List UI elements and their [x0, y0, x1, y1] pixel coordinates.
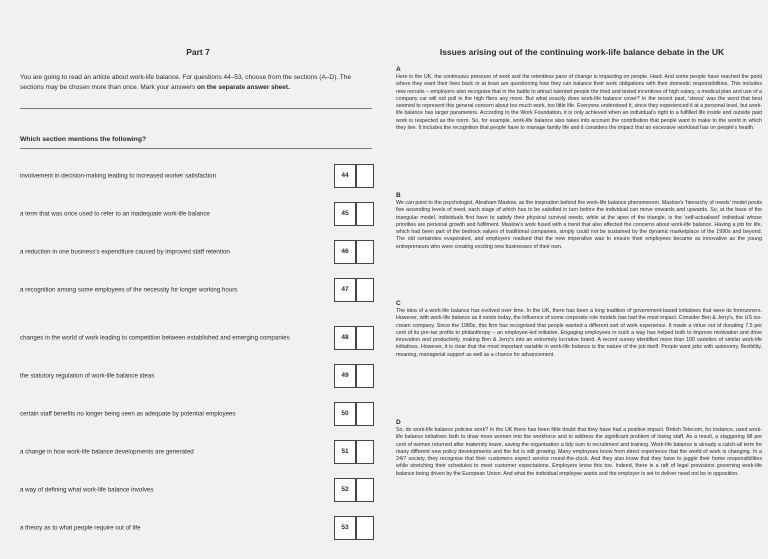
question-text: a change in how work-life balance developments are generated	[20, 448, 194, 456]
question-number: 52	[334, 478, 356, 502]
section-letter: D	[396, 419, 401, 426]
answer-box[interactable]	[356, 364, 374, 388]
answer-box[interactable]	[356, 278, 374, 302]
task-instructions	[20, 73, 372, 93]
question-text: a recognition among some employees of the necessity for longer working hours	[20, 286, 238, 294]
section-text: The idea of a work-life balance has evolved over time. In the UK, there has been a long tradition of government-based initiatives that were its forerunners. However, with work-life balance as it exists today, the influence of some corporate role models has had the most impact. Consider Ben & Jerry's, the US ice-cream company. Since the 1980s, this firm has recognised that people wanted a different sort of work experience. It made a virtue out of donating 7.5 per cent of its pre-tax profits to philanthropy – an employee-led initiative. Engaging employees in such a way has helped both to improve motivation and drive innovation and productivity, making Ben & Jerry's into an extremely lucrative brand. A recent survey identified more than 100 varieties of similar work-life initiatives. However, it is clear that the most important variable in work-life balance is the nature of the job itself. People want jobs with autonomy, flexibility, meaning, managerial support as well as a chance for advancement.	[396, 308, 762, 358]
question-row-46	[20, 240, 374, 264]
question-number: 49	[334, 364, 356, 388]
answer-box[interactable]	[356, 164, 374, 188]
question-text: certain staff benefits no longer being seen as adequate by potential employees	[20, 410, 236, 418]
question-text: involvement in decision-making leading to increased worker satisfaction	[20, 172, 217, 180]
article-title: Issues arising out of the continuing work-life balance debate in the UK	[439, 47, 725, 57]
instructions-text: You are going to read an article about work-life balance. For questions 44–53, choose from the sections (A–D). The sections may be chosen more than once. Mark your answers	[20, 74, 351, 91]
instructions-bold-text: on the separate answer sheet.	[197, 84, 290, 91]
section-text: Here in the UK, the continuous pressure of work and the relentless pace of change is impacting on people. Hard. And some people have reached the point where they want their lives back or at least are questioning how they can balance their work obligations with their domestic responsibilities. This includes new recruits – employers also recognise that in the battle to attract talented people the tried and tested incentives of high salary, a medical plan and use of a company car will not pull in the high fliers any more. But what exactly does work-life balance cover? In the recent past, 'stress' was the word that best seemed to represent this general concern about too much work, too little life. Everyone understood it, since they experienced it at a personal level, but work-life balance has larger parameters. According to the Work Foundation, it is only achieved when an individual's right to a fulfilled life inside and outside paid work is respected as the norm. So, for example, work-life balance also takes into account the contribution that people want to make to the world in which they live. It includes the recognition that people have to manage family life and it considers the impact that an excessive workload has on people's health.	[396, 74, 762, 132]
section-letter: C	[396, 300, 401, 307]
question-text: the statutory regulation of work-life balance ideas	[20, 372, 155, 380]
question-row-50	[20, 402, 374, 426]
question-heading: Which section mentions the following?	[20, 136, 147, 143]
answer-box[interactable]	[356, 402, 374, 426]
section-text: So, do work-life balance policies work? In the UK there has been little doubt that they have had a positive impact. British Telecom, for instance, used work-life balance initiatives both to draw more women into the workforce and to address the significant problem of losing staff. As a result, a staggering 98 per cent of women returned after maternity leave, saving the organisation a tidy sum in recruitment and training. Work-life balance is already a catch-all term for many different new policy developments and the list is still growing. Many employees know from direct experience that the world of work is changing. In a 24/7 society, they recognise that their customers expect service round-the-clock. And they also know that they have to juggle their home responsibilities while stretching their schedules to meet customer expectations. Employers know this too. Indeed, there is a raft of legal provisions governing work-life balance being driven by the European Union. And what the individual employee wants and the employer is set to deliver need not be in opposition.	[396, 427, 762, 477]
question-text: a term that was once used to refer to an inadequate work-life balance	[20, 210, 210, 218]
divider-top	[20, 108, 372, 109]
question-row-52	[20, 478, 374, 502]
part-title: Part 7	[186, 47, 210, 57]
divider-bottom	[20, 148, 372, 149]
article-section-d	[396, 419, 762, 478]
question-number: 51	[334, 440, 356, 464]
question-row-51	[20, 440, 374, 464]
question-number: 44	[334, 164, 356, 188]
section-letter: B	[396, 192, 401, 199]
section-letter: A	[396, 66, 401, 73]
question-text: a way of defining what work-life balance involves	[20, 486, 154, 494]
question-row-47	[20, 278, 374, 302]
answer-box[interactable]	[356, 516, 374, 540]
section-text: We can point to the psychologist, Abraham Maslow, as the inspiration behind the work-life balance phenomenon. Maslow's 'hierarchy of needs' model posits five ascending levels of need, each stage of which has to be satisfied in turn before the individual can move onwards and upwards. So, at the base of the triangular model, individuals first have to satisfy their physical survival needs, while at the apex of the triangle, is the 'self-actualised' individual whose priorities are personal growth and fulfilment. Maslow's work fused with a trend that also affected the concerns about work-life balance. Having a job for life, which had been part of the bedrock values of traditional companies, simply could not be sustained by the dynamic marketplace of the 1990s and beyond. The old certainties evaporated, and employers realised that the new imperative was to ensure their employees became as innovative as the young entrepreneurs who were creating exciting new businesses of their own.	[396, 200, 762, 250]
question-number: 45	[334, 202, 356, 226]
question-number: 53	[334, 516, 356, 540]
question-text: changes in the world of work leading to competition between established and emerging companies	[20, 334, 290, 342]
question-row-44	[20, 164, 374, 188]
question-row-45	[20, 202, 374, 226]
answer-box[interactable]	[356, 440, 374, 464]
question-row-49	[20, 364, 374, 388]
article-section-b	[396, 192, 762, 251]
question-number: 47	[334, 278, 356, 302]
question-number: 46	[334, 240, 356, 264]
answer-box[interactable]	[356, 326, 374, 350]
answer-box[interactable]	[356, 202, 374, 226]
answer-box[interactable]	[356, 240, 374, 264]
article-section-a	[396, 66, 762, 132]
question-row-53	[20, 516, 374, 540]
article-section-c	[396, 300, 762, 359]
question-text: a theory as to what people require out of life	[20, 524, 141, 532]
question-text: a reduction in one business's expenditure caused by improved staff retention	[20, 248, 230, 256]
question-row-48	[20, 326, 374, 350]
question-number: 48	[334, 326, 356, 350]
question-number: 50	[334, 402, 356, 426]
answer-box[interactable]	[356, 478, 374, 502]
